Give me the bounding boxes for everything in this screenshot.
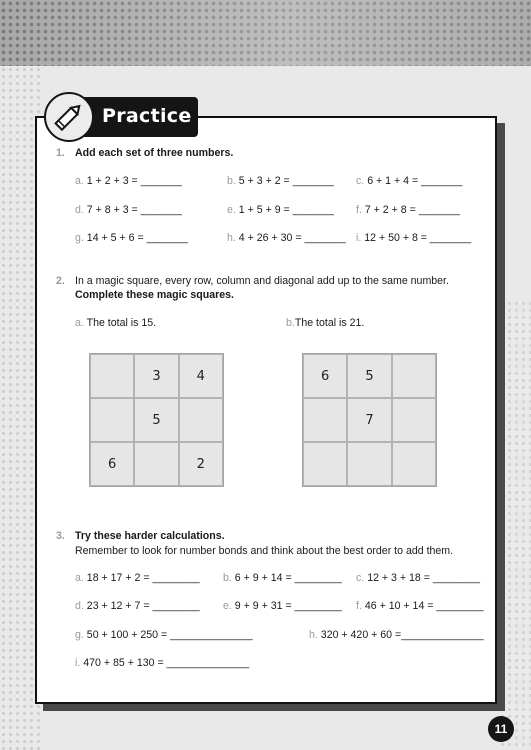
q1-number: 1.: [56, 147, 65, 159]
magic-square-cell[interactable]: [392, 442, 436, 486]
item-expression: 470 + 85 + 130 = ______________: [83, 657, 250, 669]
q1-item: [356, 205, 460, 216]
item-letter: h.: [309, 629, 318, 641]
item-expression: 7 + 2 + 8 = _______: [364, 204, 460, 216]
q1-instruction: Add each set of three numbers.: [75, 147, 234, 159]
q1-item: [227, 205, 334, 216]
item-letter: d.: [75, 204, 84, 216]
page-number: 11: [488, 716, 514, 742]
q3-item: [356, 601, 484, 612]
item-letter: f.: [356, 204, 362, 216]
item-letter: a.: [75, 175, 84, 187]
q1-item: [75, 176, 182, 187]
magic-square-cell[interactable]: [134, 442, 178, 486]
q2b-label: [286, 318, 364, 329]
q1-item: [356, 233, 471, 244]
q1-item: [227, 233, 346, 244]
q1-item: [227, 176, 334, 187]
item-expression: 5 + 3 + 2 = _______: [238, 175, 334, 187]
q1-item: [75, 205, 182, 216]
item-letter: i.: [75, 657, 81, 669]
item-letter: b.: [227, 175, 236, 187]
magic-square-cell[interactable]: 4: [179, 354, 223, 398]
item-expression: 23 + 12 + 7 = ________: [86, 600, 200, 612]
magic-square-cell[interactable]: 7: [347, 398, 391, 442]
magic-square-cell[interactable]: [347, 442, 391, 486]
item-letter: b.: [286, 317, 295, 329]
item-expression: 4 + 26 + 30 = _______: [238, 232, 346, 244]
magic-square-cell[interactable]: [303, 442, 347, 486]
magic-square-cell[interactable]: [90, 354, 134, 398]
item-letter: d.: [75, 600, 84, 612]
q3-instruction-line2: Remember to look for number bonds and think about the best order to add them.: [75, 545, 454, 557]
magic-square-cell[interactable]: [392, 354, 436, 398]
item-letter: i.: [356, 232, 362, 244]
magic-square-cell[interactable]: 6: [303, 354, 347, 398]
q3-instruction-line1: Try these harder calculations.: [75, 530, 225, 542]
magic-square-cell[interactable]: [392, 398, 436, 442]
q3-item: [75, 630, 253, 641]
page-title: Practice: [102, 105, 192, 127]
q3-item: [309, 630, 484, 641]
magic-square-b: [302, 353, 437, 487]
magic-square-cell[interactable]: 2: [179, 442, 223, 486]
decorative-dots-left: [0, 66, 40, 750]
pencil-badge: [44, 92, 94, 142]
magic-square-cell[interactable]: 6: [90, 442, 134, 486]
q2a-total: The total is 15.: [86, 317, 157, 329]
item-letter: e.: [223, 600, 232, 612]
decorative-top-band: [0, 0, 531, 66]
item-letter: e.: [227, 204, 236, 216]
item-letter: a.: [75, 317, 84, 329]
item-expression: 50 + 100 + 250 = ______________: [86, 629, 253, 641]
item-expression: 18 + 17 + 2 = ________: [86, 572, 200, 584]
q2-instruction-line2: Complete these magic squares.: [75, 289, 234, 301]
magic-square-a: [89, 353, 224, 487]
item-expression: 320 + 420 + 60 =______________: [320, 629, 484, 641]
magic-square-cell[interactable]: [303, 398, 347, 442]
item-expression: 12 + 50 + 8 = _______: [364, 232, 472, 244]
item-expression: 46 + 10 + 14 = ________: [364, 600, 484, 612]
item-expression: 9 + 9 + 31 = ________: [234, 600, 342, 612]
q3-item: [223, 573, 342, 584]
item-expression: 1 + 2 + 3 = _______: [86, 175, 182, 187]
magic-square-cell[interactable]: 3: [134, 354, 178, 398]
item-expression: 14 + 5 + 6 = _______: [86, 232, 188, 244]
q3-item: [223, 601, 342, 612]
q3-number: 3.: [56, 530, 65, 542]
item-expression: 7 + 8 + 3 = _______: [86, 204, 182, 216]
item-letter: c.: [356, 175, 365, 187]
q2-number: 2.: [56, 275, 65, 287]
q1-item: [75, 233, 188, 244]
item-expression: 6 + 9 + 14 = ________: [234, 572, 342, 584]
item-letter: f.: [356, 600, 362, 612]
pencil-icon: [52, 100, 86, 134]
item-expression: 1 + 5 + 9 = _______: [238, 204, 334, 216]
q3-item: [75, 658, 249, 669]
q1-item: [356, 176, 462, 187]
q3-item: [75, 601, 200, 612]
q3-item: [75, 573, 200, 584]
item-letter: h.: [227, 232, 236, 244]
item-letter: g.: [75, 232, 84, 244]
q2a-label: [75, 318, 156, 329]
item-letter: g.: [75, 629, 84, 641]
magic-square-cell[interactable]: 5: [134, 398, 178, 442]
item-expression: 12 + 3 + 18 = ________: [367, 572, 481, 584]
item-expression: 6 + 1 + 4 = _______: [367, 175, 463, 187]
q3-item: [356, 573, 480, 584]
item-letter: b.: [223, 572, 232, 584]
magic-square-cell[interactable]: [179, 398, 223, 442]
magic-square-cell[interactable]: 5: [347, 354, 391, 398]
item-letter: a.: [75, 572, 84, 584]
item-letter: c.: [356, 572, 365, 584]
q2b-total: The total is 21.: [294, 317, 365, 329]
magic-square-cell[interactable]: [90, 398, 134, 442]
q2-instruction-line1: In a magic square, every row, column and diagonal add up to the same number.: [75, 275, 449, 287]
